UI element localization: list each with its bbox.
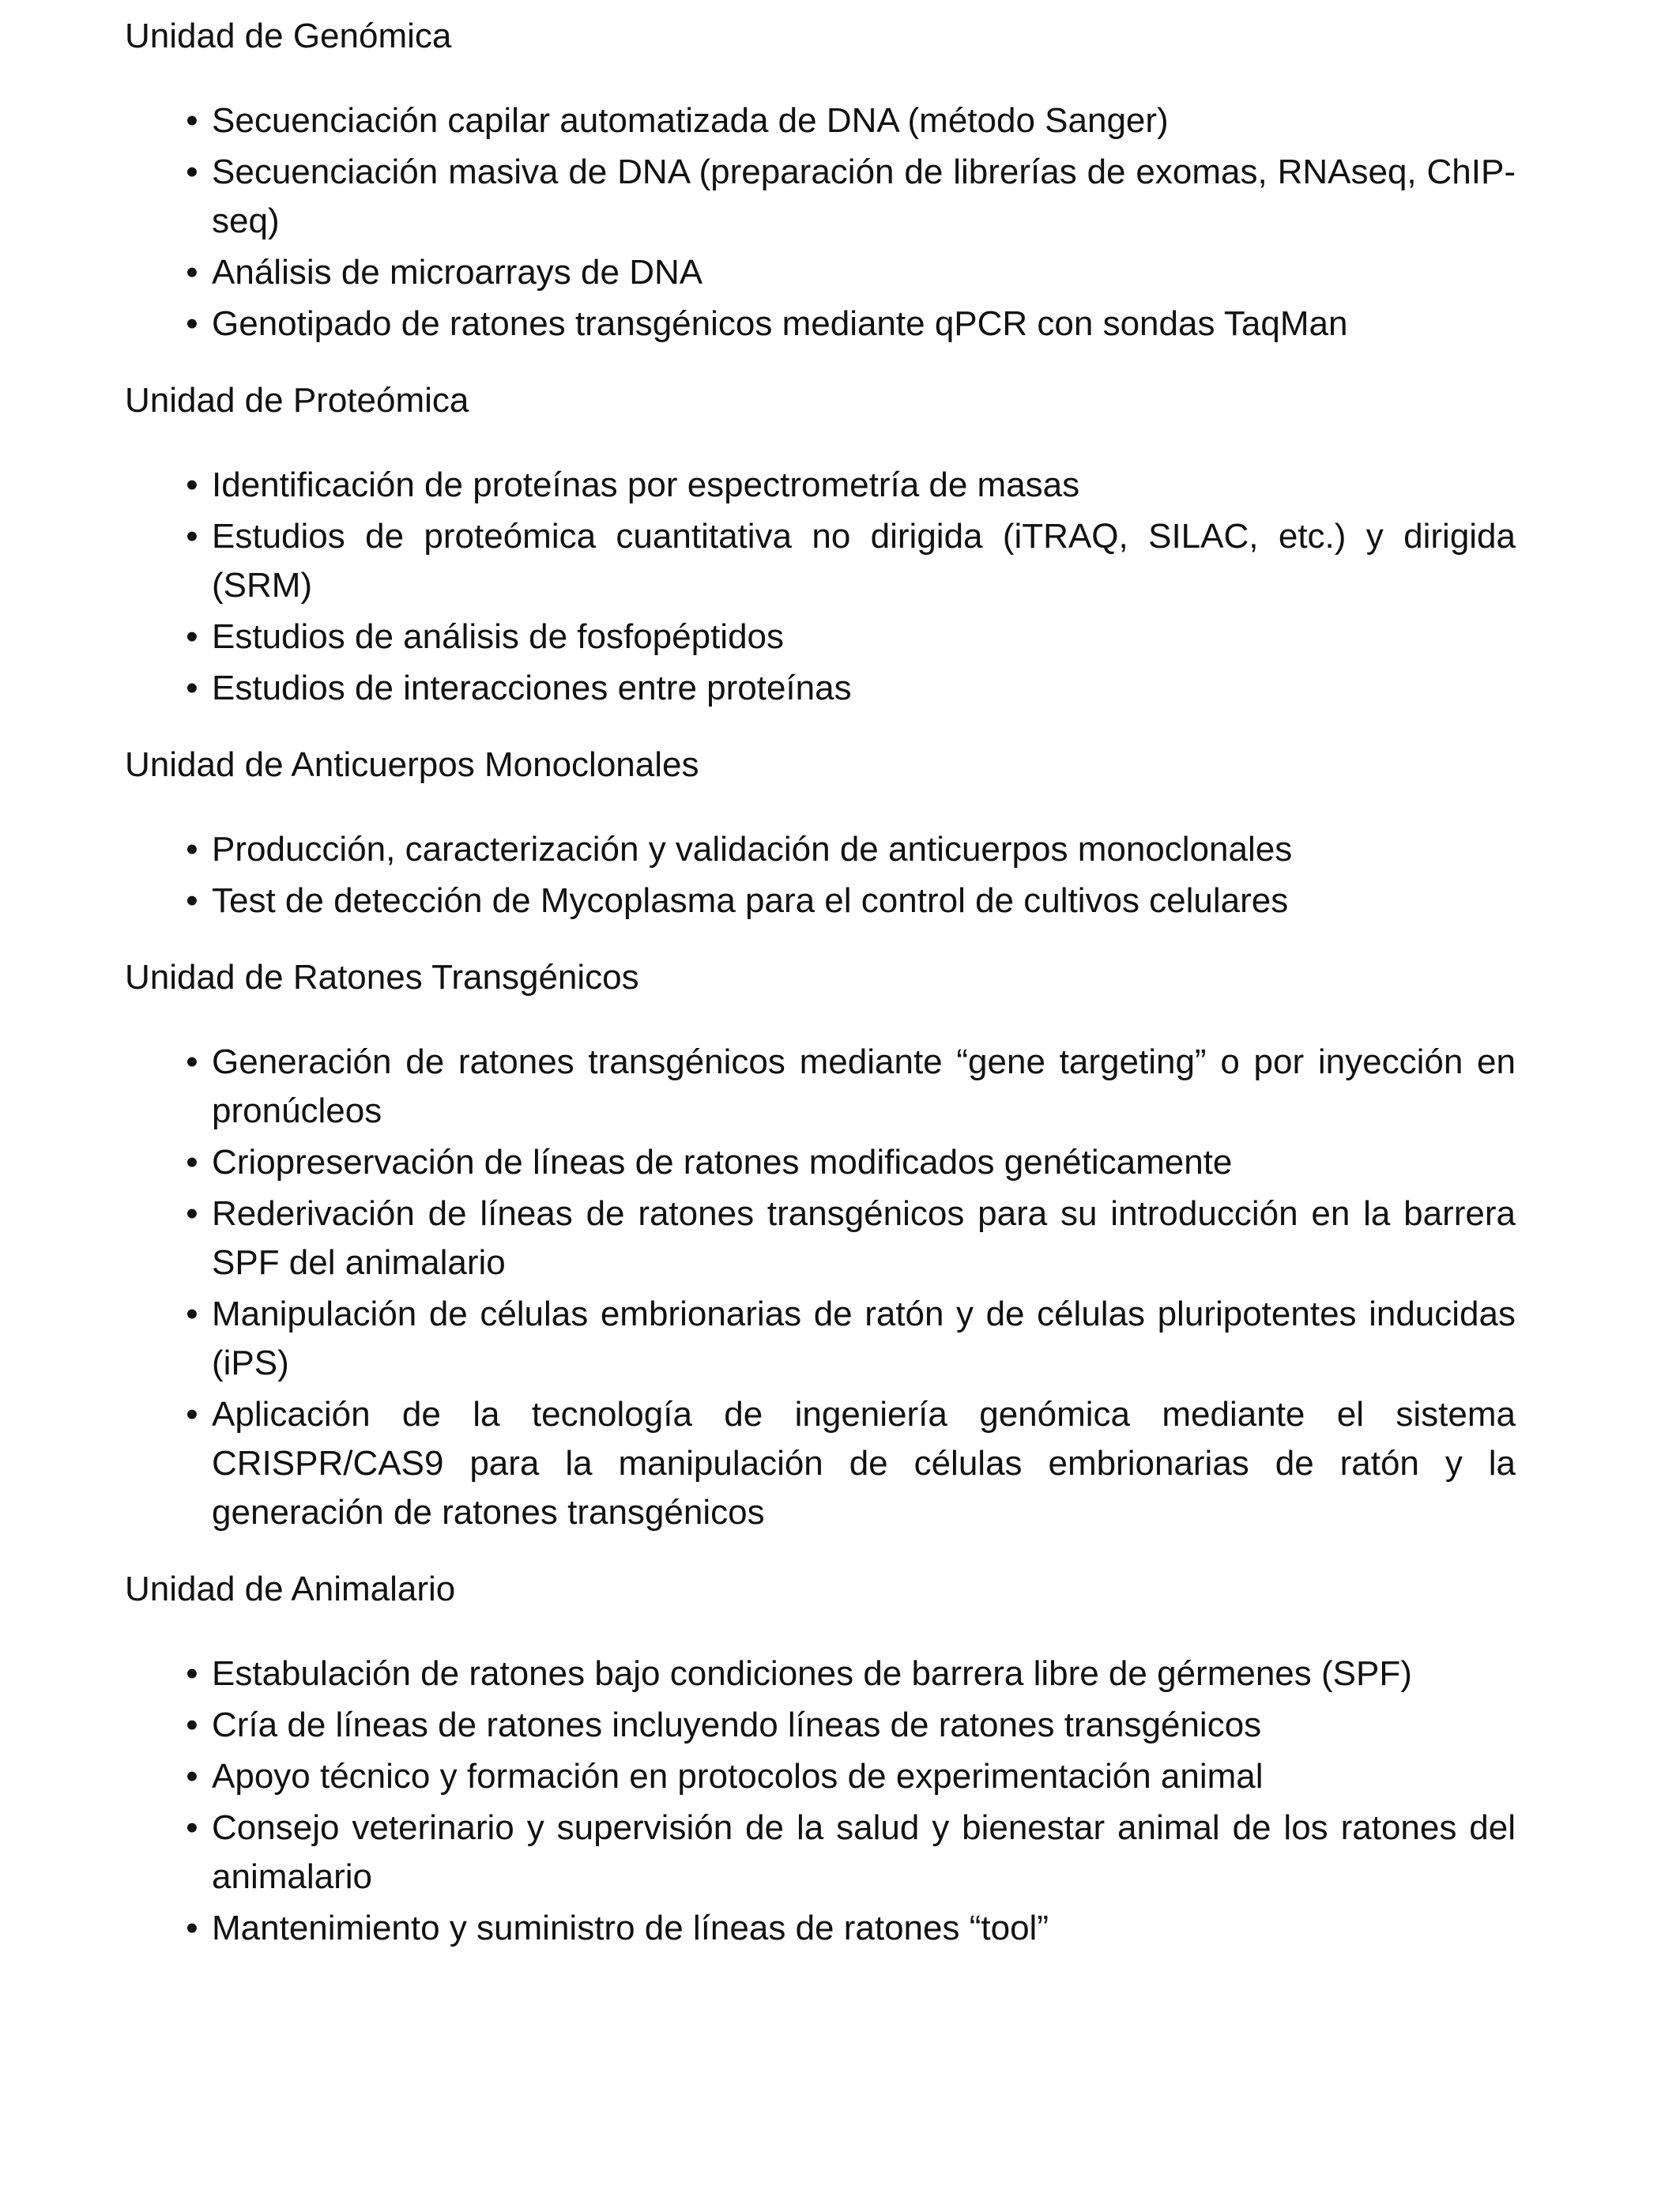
bullet-icon: • — [186, 1295, 198, 1333]
list-item: • Estabulación de ratones bajo condiciones de barrera libre de gérmenes (SPF) — [125, 1649, 1516, 1698]
bullet-icon: • — [186, 253, 198, 292]
section-anticuerpos — [125, 740, 1516, 925]
list-item: • Aplicación de la tecnología de ingeniería genómica mediante el sistema CRISPR/CAS9 para la manipulación de células embrionarias de ratón y la generación de ratones transgénicos — [125, 1390, 1516, 1537]
list-item: • Cría de líneas de ratones incluyendo líneas de ratones transgénicos — [125, 1701, 1516, 1750]
list-item: • Generación de ratones transgénicos mediante “gene targeting” o por inyección en pronúcleos — [125, 1038, 1516, 1136]
list-item: • Manipulación de células embrionarias de ratón y de células pluripotentes inducidas (iPS) — [125, 1290, 1516, 1388]
bullet-icon: • — [186, 466, 198, 504]
list-item: • Producción, caracterización y validación de anticuerpos monoclonales — [125, 825, 1516, 874]
bullet-icon: • — [186, 1654, 198, 1693]
bullet-icon: • — [186, 1808, 198, 1847]
section-genomica — [125, 11, 1516, 349]
bullet-icon: • — [186, 304, 198, 343]
list-item: • Genotipado de ratones transgénicos mediante qPCR con sondas TaqMan — [125, 300, 1516, 349]
bullet-icon: • — [186, 153, 198, 191]
list-item: • Test de detección de Mycoplasma para el control de cultivos celulares — [125, 876, 1516, 925]
bullet-icon: • — [186, 1395, 198, 1434]
bullet-icon: • — [186, 1757, 198, 1796]
section-animalario — [125, 1564, 1516, 1953]
list-item: • Estudios de análisis de fosfopéptidos — [125, 613, 1516, 662]
section-heading: Unidad de Anticuerpos Monoclonales — [125, 745, 699, 784]
list-item: • Secuenciación masiva de DNA (preparación de librerías de exomas, RNAseq, ChIP-seq) — [125, 148, 1516, 246]
section-ratones-transgenicos — [125, 952, 1516, 1537]
list-item: • Consejo veterinario y supervisión de la salud y bienestar animal de los ratones del animalario — [125, 1804, 1516, 1902]
list-item: • Mantenimiento y suministro de líneas de ratones “tool” — [125, 1904, 1516, 1953]
section-heading: Unidad de Proteómica — [125, 381, 469, 420]
bullet-icon: • — [186, 517, 198, 556]
document-page — [125, 11, 1516, 1955]
list-item: • Análisis de microarrays de DNA — [125, 248, 1516, 297]
list-item: • Estudios de proteómica cuantitativa no dirigida (iTRAQ, SILAC, etc.) y dirigida (SRM) — [125, 512, 1516, 610]
bullet-icon: • — [186, 101, 198, 140]
list-item: • Rederivación de líneas de ratones transgénicos para su introducción en la barrera SPF del animalario — [125, 1189, 1516, 1287]
bullet-icon: • — [186, 1194, 198, 1233]
bullet-list — [125, 1649, 1516, 1953]
bullet-icon: • — [186, 830, 198, 869]
bullet-list — [125, 96, 1516, 349]
section-heading: Unidad de Ratones Transgénicos — [125, 958, 639, 997]
list-item: • Apoyo técnico y formación en protocolos de experimentación animal — [125, 1752, 1516, 1801]
list-item: • Criopreservación de líneas de ratones modificados genéticamente — [125, 1138, 1516, 1187]
bullet-icon: • — [186, 669, 198, 707]
section-heading: Unidad de Animalario — [125, 1570, 456, 1608]
bullet-icon: • — [186, 1706, 198, 1744]
bullet-icon: • — [186, 881, 198, 920]
bullet-list — [125, 461, 1516, 713]
bullet-icon: • — [186, 1143, 198, 1182]
bullet-icon: • — [186, 1909, 198, 1947]
section-proteomica — [125, 375, 1516, 713]
bullet-icon: • — [186, 617, 198, 656]
section-heading: Unidad de Genómica — [125, 17, 452, 55]
list-item: • Secuenciación capilar automatizada de DNA (método Sanger) — [125, 96, 1516, 145]
bullet-list — [125, 1038, 1516, 1537]
list-item: • Identificación de proteínas por espectrometría de masas — [125, 461, 1516, 510]
bullet-icon: • — [186, 1042, 198, 1081]
list-item: • Estudios de interacciones entre proteínas — [125, 664, 1516, 713]
bullet-list — [125, 825, 1516, 925]
